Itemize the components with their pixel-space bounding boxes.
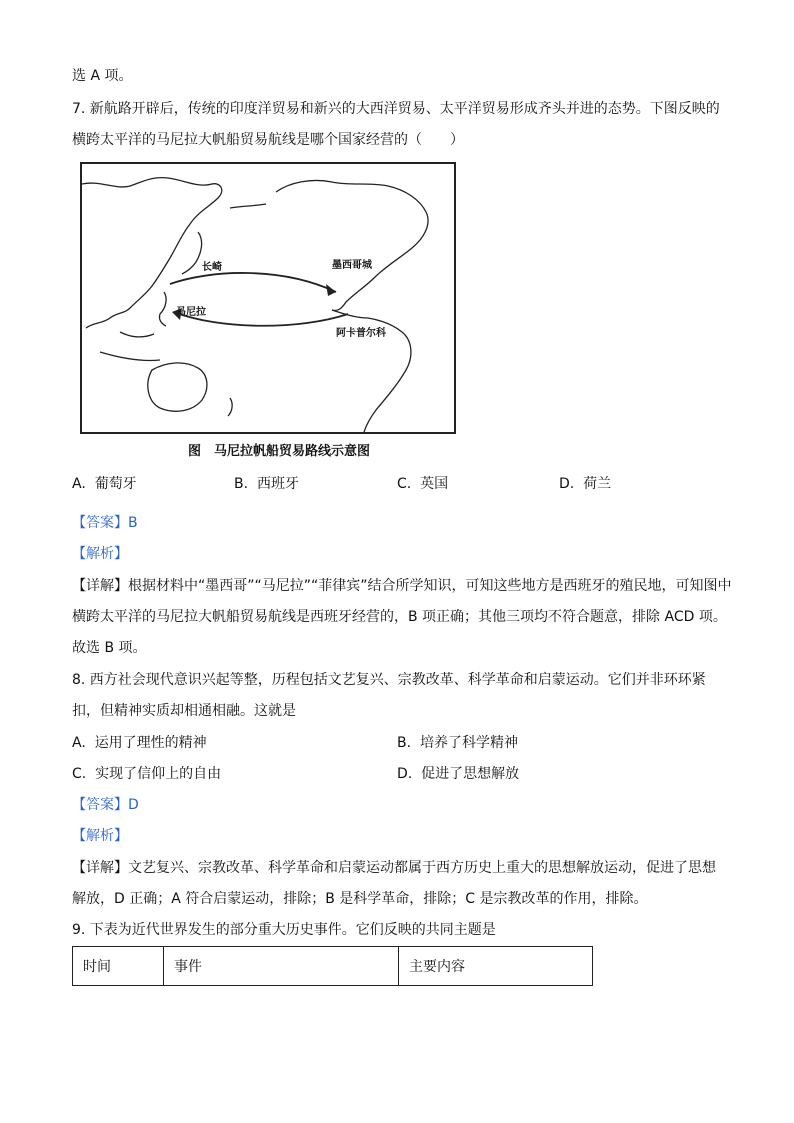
q7-detail-line2: 横跨太平洋的马尼拉大帆船贸易航线是西班牙经营的，B 项正确；其他三项均不符合题意，排除 ACD 项。 — [72, 609, 727, 625]
q7-detail-line3: 故选 B 项。 — [72, 640, 147, 656]
indonesia-coastline — [100, 332, 160, 361]
map-drawing — [80, 162, 456, 434]
q8-answer: 【答案】D — [72, 797, 139, 813]
label-acapulco: 阿卡普尔科 — [336, 328, 386, 339]
q7-analysis-heading: 【解析】 — [72, 546, 128, 562]
label-manila: 马尼拉 — [176, 307, 206, 318]
option-text: 运用了理性的精神 — [94, 735, 207, 751]
label-nagasaki: 长崎 — [202, 262, 222, 273]
route-manila-to-acapulco — [170, 273, 336, 292]
q8-detail-line2: 解放，D 正确；A 符合启蒙运动，排除；B 是科学革命，排除；C 是宗教改革的作用，排除。 — [72, 891, 648, 907]
option-letter: C. — [72, 766, 87, 782]
newzealand-coastline — [228, 398, 232, 416]
australia-coastline — [148, 363, 207, 411]
route-arrowhead-east — [326, 284, 336, 296]
header-event: 事件 — [164, 947, 399, 986]
option-letter: A. — [72, 476, 86, 492]
q8-stem-line2: 扣，但精神实质却相通相融。这就是 — [72, 703, 296, 719]
option-text: 实现了信仰上的自由 — [95, 766, 222, 782]
philippines-coastline — [159, 292, 166, 326]
q8-option-d[interactable] — [397, 764, 519, 784]
q8-detail-line1: 【详解】文艺复兴、宗教改革、科学革命和启蒙运动都属于西方历史上重大的思想解放运动，促进了思想 — [72, 860, 716, 876]
label-mexico-city: 墨西哥城 — [332, 260, 372, 271]
option-text: 促进了思想解放 — [421, 766, 520, 782]
northamerica-coastline — [276, 180, 428, 310]
q7-option-b[interactable] — [234, 474, 299, 494]
q7-stem-line1: 7. 新航路开辟后，传统的印度洋贸易和新兴的大西洋贸易、太平洋贸易形成齐头并进的态势。下图反映的 — [72, 101, 720, 117]
q8-stem-line1: 8. 西方社会现代意识兴起等整，历程包括文艺复兴、宗教改革、科学革命和启蒙运动。它们并非环环紧 — [72, 672, 706, 688]
header-time: 时间 — [73, 947, 164, 986]
option-text: 葡萄牙 — [94, 476, 137, 492]
option-text: 西班牙 — [256, 476, 299, 492]
table-header-row — [73, 947, 593, 986]
q8-option-b[interactable] — [397, 733, 518, 753]
q9-stem-line1: 9. 下表为近代世界发生的部分重大历史事件。它们反映的共同主题是 — [72, 922, 496, 938]
q7-option-d[interactable] — [559, 474, 611, 494]
q7-answer: 【答案】B — [72, 515, 138, 531]
map-caption: 图 马尼拉帆船贸易路线示意图 — [188, 444, 371, 459]
q8-analysis-heading: 【解析】 — [72, 828, 128, 844]
option-letter: C. — [397, 476, 412, 492]
q7-option-c[interactable] — [397, 474, 448, 494]
q7-option-a[interactable] — [72, 474, 137, 494]
japan-coastline — [182, 232, 202, 274]
header-content: 主要内容 — [399, 947, 593, 986]
q8-option-a[interactable] — [72, 733, 207, 753]
option-letter: B. — [397, 735, 412, 751]
option-text: 英国 — [420, 476, 449, 492]
option-text: 荷兰 — [583, 476, 612, 492]
aleutian-islands — [230, 204, 266, 208]
option-letter: D. — [559, 476, 575, 492]
option-letter: B. — [234, 476, 249, 492]
q8-option-c[interactable] — [72, 764, 221, 784]
q7-stem-line2: 横跨太平洋的马尼拉大帆船贸易航线是哪个国家经营的（ ） — [72, 132, 464, 148]
manila-galleon-map — [80, 162, 460, 462]
option-letter: A. — [72, 735, 86, 751]
q6-answer-tail: 选 A 项。 — [72, 68, 133, 84]
events-table — [72, 946, 593, 986]
option-text: 培养了科学精神 — [419, 735, 518, 751]
q7-detail-line1: 【详解】根据材料中“墨西哥”“马尼拉”“菲律宾”结合所学知识，可知这些地方是西班牙的殖民地，可知图中 — [72, 578, 732, 594]
option-letter: D. — [397, 766, 413, 782]
